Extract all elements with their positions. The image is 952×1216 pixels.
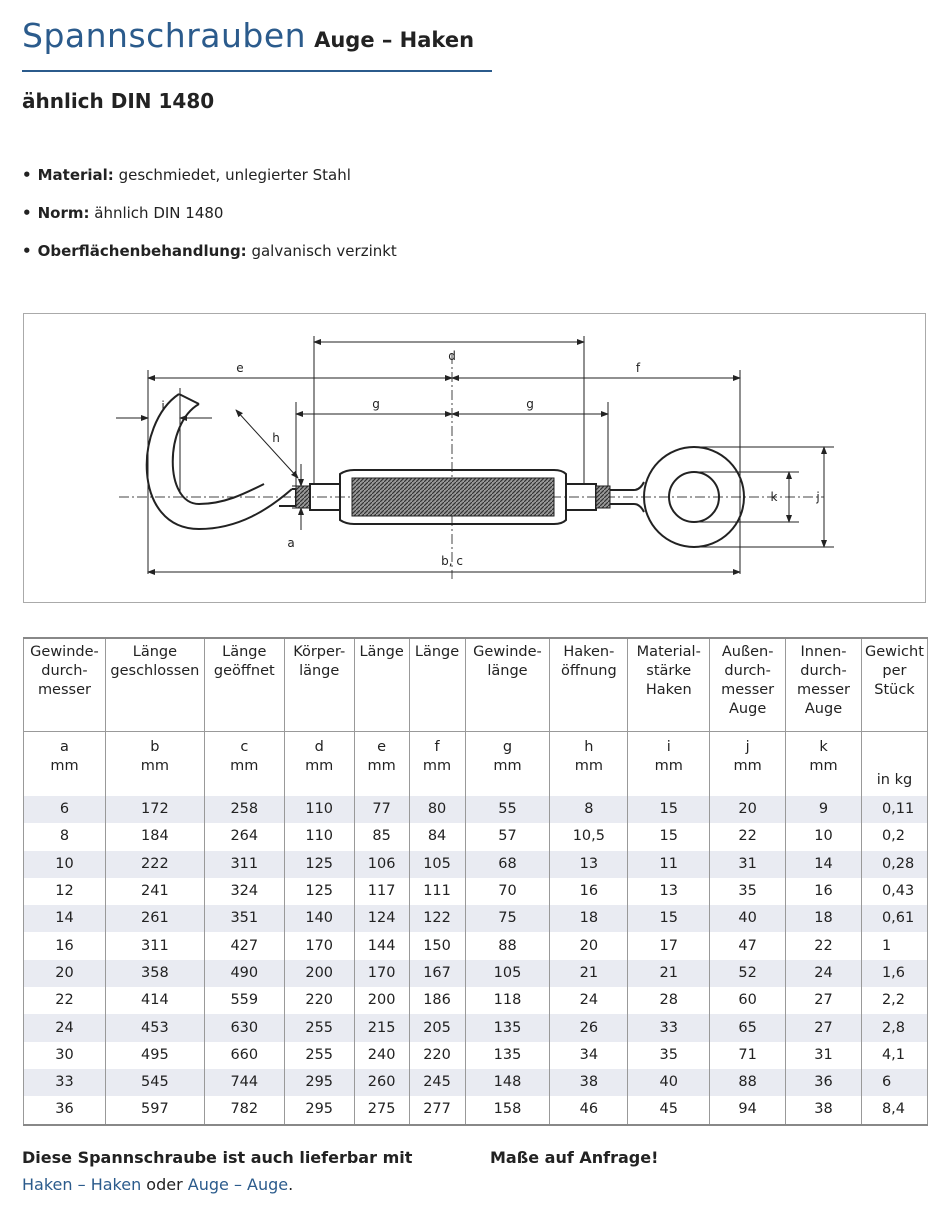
dim-label-k: k bbox=[770, 490, 778, 504]
table-row bbox=[24, 905, 928, 932]
unit-cell: k mm bbox=[786, 732, 862, 797]
table-cell: 17 bbox=[628, 932, 710, 959]
table-cell: 260 bbox=[354, 1069, 409, 1096]
table-cell: 40 bbox=[710, 905, 786, 932]
table-cell: 24 bbox=[24, 1014, 106, 1041]
table-cell: 261 bbox=[105, 905, 204, 932]
table-cell: 744 bbox=[204, 1069, 284, 1096]
table-cell: 358 bbox=[105, 960, 204, 987]
table-row bbox=[24, 987, 928, 1014]
unit-cell: h mm bbox=[550, 732, 628, 797]
table-cell: 0,43 bbox=[861, 878, 927, 905]
table-cell: 324 bbox=[204, 878, 284, 905]
table-cell: 94 bbox=[710, 1096, 786, 1124]
table-cell: 70 bbox=[465, 878, 550, 905]
table-cell: 118 bbox=[465, 987, 550, 1014]
table-cell: 22 bbox=[786, 932, 862, 959]
table-cell: 200 bbox=[354, 987, 409, 1014]
variant-period: . bbox=[288, 1175, 294, 1194]
table-cell: 106 bbox=[354, 851, 409, 878]
table-cell: 135 bbox=[465, 1042, 550, 1069]
table-cell: 24 bbox=[550, 987, 628, 1014]
col-header: Länge bbox=[354, 638, 409, 732]
table-cell: 20 bbox=[710, 796, 786, 823]
table-cell: 16 bbox=[550, 878, 628, 905]
table-cell: 205 bbox=[409, 1014, 465, 1041]
technical-drawing bbox=[23, 313, 926, 603]
table-cell: 20 bbox=[550, 932, 628, 959]
table-row bbox=[24, 1042, 928, 1069]
variant-connector: oder bbox=[146, 1175, 183, 1194]
table-cell: 46 bbox=[550, 1096, 628, 1124]
table-cell: 35 bbox=[710, 878, 786, 905]
table-cell: 84 bbox=[409, 823, 465, 850]
col-header: Länge geöffnet bbox=[204, 638, 284, 732]
dim-label-d: d bbox=[448, 349, 456, 363]
table-cell: 31 bbox=[786, 1042, 862, 1069]
unit-cell: b mm bbox=[105, 732, 204, 797]
table-cell: 220 bbox=[409, 1042, 465, 1069]
table-cell: 258 bbox=[204, 796, 284, 823]
col-header: Körper- länge bbox=[284, 638, 354, 732]
unit-cell: e mm bbox=[354, 732, 409, 797]
table-cell: 277 bbox=[409, 1096, 465, 1124]
table-cell: 85 bbox=[354, 823, 409, 850]
availability-variants bbox=[22, 1171, 412, 1198]
table-cell: 55 bbox=[465, 796, 550, 823]
spec-table bbox=[23, 637, 928, 1126]
unit-cell: j mm bbox=[710, 732, 786, 797]
table-cell: 295 bbox=[284, 1096, 354, 1124]
table-cell: 21 bbox=[628, 960, 710, 987]
table-cell: 30 bbox=[24, 1042, 106, 1069]
table-cell: 65 bbox=[710, 1014, 786, 1041]
table-cell: 311 bbox=[105, 932, 204, 959]
table-cell: 88 bbox=[465, 932, 550, 959]
table-row bbox=[24, 823, 928, 850]
table-header-row bbox=[24, 638, 928, 732]
table-cell: 545 bbox=[105, 1069, 204, 1096]
table-cell: 15 bbox=[628, 905, 710, 932]
variant-eye-eye: Auge – Auge bbox=[187, 1175, 289, 1194]
table-row bbox=[24, 878, 928, 905]
table-cell: 245 bbox=[409, 1069, 465, 1096]
dim-label-bc: b, c bbox=[441, 554, 463, 568]
col-header: Gewinde- länge bbox=[465, 638, 550, 732]
table-cell: 35 bbox=[628, 1042, 710, 1069]
dim-label-a: a bbox=[287, 536, 295, 550]
table-cell: 782 bbox=[204, 1096, 284, 1124]
table-cell: 45 bbox=[628, 1096, 710, 1124]
table-cell: 559 bbox=[204, 987, 284, 1014]
table-cell: 24 bbox=[786, 960, 862, 987]
table-row bbox=[24, 1069, 928, 1096]
table-row bbox=[24, 851, 928, 878]
table-cell: 6 bbox=[24, 796, 106, 823]
table-cell: 15 bbox=[628, 823, 710, 850]
table-cell: 36 bbox=[786, 1069, 862, 1096]
table-cell: 220 bbox=[284, 987, 354, 1014]
table-row bbox=[24, 932, 928, 959]
unit-cell: d mm bbox=[284, 732, 354, 797]
table-cell: 8,4 bbox=[861, 1096, 927, 1124]
table-cell: 18 bbox=[786, 905, 862, 932]
table-cell: 16 bbox=[24, 932, 106, 959]
table-cell: 170 bbox=[354, 960, 409, 987]
title-suffix: Auge – Haken bbox=[314, 28, 475, 52]
table-cell: 57 bbox=[465, 823, 550, 850]
table-cell: 2,2 bbox=[861, 987, 927, 1014]
table-cell: 105 bbox=[465, 960, 550, 987]
table-cell: 60 bbox=[710, 987, 786, 1014]
table-cell: 144 bbox=[354, 932, 409, 959]
table-cell: 255 bbox=[284, 1014, 354, 1041]
table-cell: 660 bbox=[204, 1042, 284, 1069]
feature-list bbox=[22, 164, 397, 278]
table-cell: 21 bbox=[550, 960, 628, 987]
table-cell: 47 bbox=[710, 932, 786, 959]
table-cell: 275 bbox=[354, 1096, 409, 1124]
feature-item-material: • Material: geschmiedet, unlegierter Stahl bbox=[22, 166, 351, 184]
table-cell: 8 bbox=[550, 796, 628, 823]
table-cell: 18 bbox=[550, 905, 628, 932]
table-cell: 68 bbox=[465, 851, 550, 878]
table-cell: 10 bbox=[24, 851, 106, 878]
table-cell: 38 bbox=[550, 1069, 628, 1096]
table-cell: 77 bbox=[354, 796, 409, 823]
dimensions-on-request: Maße auf Anfrage! bbox=[490, 1148, 659, 1167]
table-cell: 31 bbox=[710, 851, 786, 878]
table-cell: 22 bbox=[710, 823, 786, 850]
table-cell: 240 bbox=[354, 1042, 409, 1069]
table-cell: 20 bbox=[24, 960, 106, 987]
col-header: Material- stärke Haken bbox=[628, 638, 710, 732]
table-cell: 150 bbox=[409, 932, 465, 959]
table-cell: 52 bbox=[710, 960, 786, 987]
col-header: Innen- durch- messer Auge bbox=[786, 638, 862, 732]
table-cell: 122 bbox=[409, 905, 465, 932]
table-cell: 75 bbox=[465, 905, 550, 932]
table-cell: 110 bbox=[284, 796, 354, 823]
table-cell: 28 bbox=[628, 987, 710, 1014]
table-cell: 125 bbox=[284, 851, 354, 878]
unit-cell: in kg bbox=[861, 732, 927, 797]
table-cell: 2,8 bbox=[861, 1014, 927, 1041]
table-cell: 0,61 bbox=[861, 905, 927, 932]
table-cell: 490 bbox=[204, 960, 284, 987]
table-cell: 88 bbox=[710, 1069, 786, 1096]
table-cell: 13 bbox=[628, 878, 710, 905]
table-cell: 453 bbox=[105, 1014, 204, 1041]
table-cell: 15 bbox=[628, 796, 710, 823]
table-cell: 184 bbox=[105, 823, 204, 850]
dim-label-h: h bbox=[272, 431, 280, 445]
bullet-icon: • bbox=[22, 166, 32, 184]
table-cell: 1,6 bbox=[861, 960, 927, 987]
unit-cell: i mm bbox=[628, 732, 710, 797]
col-header: Außen- durch- messer Auge bbox=[710, 638, 786, 732]
table-cell: 40 bbox=[628, 1069, 710, 1096]
table-cell: 311 bbox=[204, 851, 284, 878]
table-cell: 186 bbox=[409, 987, 465, 1014]
table-cell: 34 bbox=[550, 1042, 628, 1069]
table-cell: 36 bbox=[24, 1096, 106, 1124]
unit-cell: a mm bbox=[24, 732, 106, 797]
col-header: Länge bbox=[409, 638, 465, 732]
bullet-icon: • bbox=[22, 242, 32, 260]
table-cell: 110 bbox=[284, 823, 354, 850]
table-cell: 0,28 bbox=[861, 851, 927, 878]
table-cell: 125 bbox=[284, 878, 354, 905]
bullet-icon: • bbox=[22, 204, 32, 222]
table-cell: 295 bbox=[284, 1069, 354, 1096]
table-body bbox=[24, 796, 928, 1125]
table-cell: 16 bbox=[786, 878, 862, 905]
table-cell: 111 bbox=[409, 878, 465, 905]
table-cell: 12 bbox=[24, 878, 106, 905]
table-cell: 27 bbox=[786, 987, 862, 1014]
table-cell: 215 bbox=[354, 1014, 409, 1041]
table-cell: 158 bbox=[465, 1096, 550, 1124]
page-subtitle: ähnlich DIN 1480 bbox=[22, 89, 215, 113]
col-header: Gewinde- durch- messer bbox=[24, 638, 106, 732]
table-cell: 80 bbox=[409, 796, 465, 823]
table-cell: 414 bbox=[105, 987, 204, 1014]
table-cell: 14 bbox=[786, 851, 862, 878]
table-cell: 22 bbox=[24, 987, 106, 1014]
table-cell: 13 bbox=[550, 851, 628, 878]
table-cell: 1 bbox=[861, 932, 927, 959]
table-cell: 124 bbox=[354, 905, 409, 932]
dim-label-j: j bbox=[816, 490, 820, 504]
col-header: Gewicht per Stück bbox=[861, 638, 927, 732]
feature-item-surface: • Oberflächenbehandlung: galvanisch verzinkt bbox=[22, 242, 397, 260]
table-cell: 8 bbox=[24, 823, 106, 850]
table-cell: 135 bbox=[465, 1014, 550, 1041]
title-underline bbox=[22, 70, 492, 72]
table-cell: 264 bbox=[204, 823, 284, 850]
table-cell: 117 bbox=[354, 878, 409, 905]
table-cell: 255 bbox=[284, 1042, 354, 1069]
table-cell: 351 bbox=[204, 905, 284, 932]
table-cell: 11 bbox=[628, 851, 710, 878]
table-cell: 10 bbox=[786, 823, 862, 850]
table-cell: 0,2 bbox=[861, 823, 927, 850]
col-header: Länge geschlossen bbox=[105, 638, 204, 732]
table-cell: 4,1 bbox=[861, 1042, 927, 1069]
table-cell: 6 bbox=[861, 1069, 927, 1096]
unit-cell: c mm bbox=[204, 732, 284, 797]
dim-label-i: i bbox=[161, 399, 165, 413]
table-cell: 222 bbox=[105, 851, 204, 878]
variant-hook-hook: Haken – Haken bbox=[22, 1175, 142, 1194]
table-cell: 200 bbox=[284, 960, 354, 987]
table-cell: 71 bbox=[710, 1042, 786, 1069]
table-row bbox=[24, 796, 928, 823]
table-cell: 172 bbox=[105, 796, 204, 823]
table-cell: 33 bbox=[24, 1069, 106, 1096]
table-cell: 33 bbox=[628, 1014, 710, 1041]
unit-cell: f mm bbox=[409, 732, 465, 797]
page-title bbox=[22, 16, 474, 55]
table-cell: 167 bbox=[409, 960, 465, 987]
dim-label-e: e bbox=[236, 361, 244, 375]
table-cell: 495 bbox=[105, 1042, 204, 1069]
availability-note bbox=[22, 1144, 412, 1198]
table-cell: 597 bbox=[105, 1096, 204, 1124]
table-cell: 148 bbox=[465, 1069, 550, 1096]
table-cell: 427 bbox=[204, 932, 284, 959]
table-cell: 9 bbox=[786, 796, 862, 823]
table-cell: 170 bbox=[284, 932, 354, 959]
title-main: Spannschrauben bbox=[22, 16, 307, 55]
table-cell: 241 bbox=[105, 878, 204, 905]
table-cell: 140 bbox=[284, 905, 354, 932]
table-units-row bbox=[24, 732, 928, 797]
availability-line: Diese Spannschraube ist auch lieferbar mit bbox=[22, 1148, 413, 1167]
dim-label-g-left: g bbox=[372, 397, 380, 411]
table-row bbox=[24, 1014, 928, 1041]
unit-cell: g mm bbox=[465, 732, 550, 797]
table-cell: 14 bbox=[24, 905, 106, 932]
feature-item-norm: • Norm: ähnlich DIN 1480 bbox=[22, 204, 224, 222]
table-cell: 0,11 bbox=[861, 796, 927, 823]
table-cell: 10,5 bbox=[550, 823, 628, 850]
dim-label-g-right: g bbox=[526, 397, 534, 411]
table-row bbox=[24, 1096, 928, 1124]
table-cell: 38 bbox=[786, 1096, 862, 1124]
dim-label-f: f bbox=[635, 361, 641, 375]
table-row bbox=[24, 960, 928, 987]
table-cell: 26 bbox=[550, 1014, 628, 1041]
table-cell: 27 bbox=[786, 1014, 862, 1041]
table-cell: 105 bbox=[409, 851, 465, 878]
turnbuckle-drawing bbox=[24, 314, 927, 604]
table-cell: 630 bbox=[204, 1014, 284, 1041]
col-header: Haken- öffnung bbox=[550, 638, 628, 732]
